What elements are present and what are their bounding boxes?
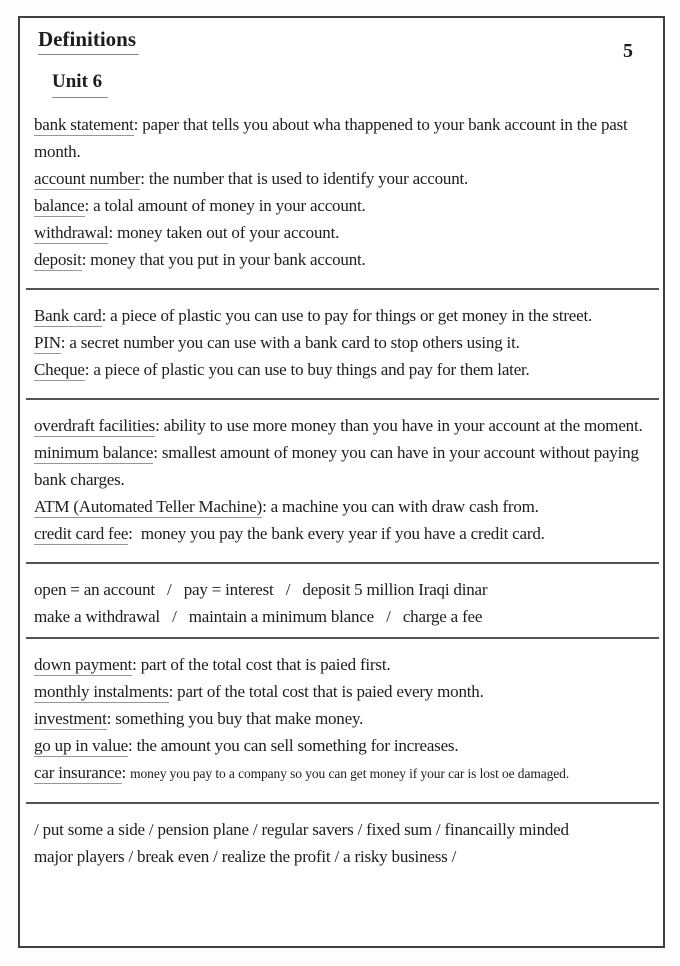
definition-text: a machine you can with draw cash from. [270, 497, 539, 516]
section-1 [34, 111, 655, 273]
term: down payment [34, 655, 133, 674]
colon: : [60, 333, 70, 352]
definition-line [34, 246, 655, 273]
phrase-line: major players / break even / realize the profit / a risky business / [34, 847, 457, 866]
definition-line [34, 651, 655, 678]
colon: : [262, 497, 271, 516]
term: account number [34, 169, 141, 188]
definition-text: a tolal amount of money in your account. [93, 196, 366, 215]
phrase-line: / put some a side / pension plane / regular savers / fixed sum / financailly minded [34, 820, 569, 839]
colon: : [168, 682, 178, 701]
term: go up in value [34, 736, 128, 755]
definition-text: ability to use more money than you have in your account at the moment. [163, 416, 643, 435]
definition-line [34, 329, 655, 356]
term: bank statement [34, 115, 134, 134]
section-divider [26, 562, 659, 564]
term: withdrawal [34, 223, 109, 242]
colon: : [155, 416, 164, 435]
definition-text: money that you put in your bank account. [90, 250, 366, 269]
term: deposit [34, 250, 82, 269]
definition-text: paper that tells you about wha thappened to your bank account in the past month. [34, 115, 628, 161]
term: PIN [34, 333, 61, 352]
colon: : [132, 655, 141, 674]
colon: : [106, 709, 116, 728]
phrase-line: make a withdrawal / maintain a minimum blance / charge a fee [34, 607, 483, 626]
colon: : [128, 524, 137, 543]
definition-line [34, 732, 655, 759]
section-divider [26, 288, 659, 290]
term: overdraft facilities [34, 416, 156, 435]
term: balance [34, 196, 85, 215]
colon: : [133, 115, 143, 134]
phrase-line: open = an account / pay = interest / deposit 5 million Iraqi dinar [34, 580, 488, 599]
definition-line [34, 493, 655, 520]
section-4 [34, 576, 655, 630]
definition-line [34, 356, 655, 383]
definition-text: the amount you can sell something for increases. [136, 736, 459, 755]
definition-text: a piece of plastic you can use to pay for things or get money in the street. [110, 306, 593, 325]
colon: : [84, 360, 94, 379]
section-6 [34, 816, 655, 870]
term: investment [34, 709, 107, 728]
term: ATM (Automated Teller Machine) [34, 497, 263, 516]
definition-text: a piece of plastic you can use to buy things and pay for them later. [93, 360, 530, 379]
definition-text: money taken out of your account. [117, 223, 340, 242]
colon: : [128, 736, 137, 755]
term: minimum balance [34, 443, 154, 462]
section-divider [26, 802, 659, 804]
definition-line [34, 219, 655, 246]
definition-text: money you pay to a company so you can get money if your car is lost oe damaged. [130, 766, 570, 781]
document-page [18, 16, 665, 948]
colon: : [108, 223, 118, 242]
term: car insurance [34, 763, 122, 782]
colon: : [84, 196, 94, 215]
definition-line [34, 165, 655, 192]
section-divider [26, 398, 659, 400]
page-title: Definitions [38, 28, 139, 55]
definition-line [34, 412, 655, 439]
term: Cheque [34, 360, 85, 379]
definition-text: part of the total cost that is paied every month. [177, 682, 484, 701]
definition-line [34, 302, 655, 329]
term: Bank card [34, 306, 102, 325]
definition-text: money you pay the bank every year if you have a credit card. [136, 524, 545, 543]
colon: : [121, 763, 131, 782]
section-divider [26, 637, 659, 639]
definition-text: smallest amount of money you can have in your account without paying bank charges. [34, 443, 639, 489]
definition-text: a secret number you can use with a bank card to stop others using it. [69, 333, 520, 352]
definition-line [34, 439, 655, 493]
definition-line [34, 520, 655, 547]
definition-line [34, 111, 655, 165]
definition-line [34, 192, 655, 219]
unit-heading: Unit 6 [52, 72, 108, 98]
sections-container [34, 111, 655, 870]
section-5 [34, 651, 655, 787]
term: credit card fee [34, 524, 129, 543]
section-2 [34, 302, 655, 383]
colon: : [140, 169, 149, 188]
definition-text: something you buy that make money. [115, 709, 364, 728]
colon: : [81, 250, 91, 269]
definition-line [34, 705, 655, 732]
definition-line [34, 759, 655, 787]
colon: : [101, 306, 111, 325]
page-header [34, 24, 655, 63]
section-3 [34, 412, 655, 547]
colon: : [153, 443, 162, 462]
definition-text: the number that is used to identify your account. [148, 169, 469, 188]
definition-text: part of the total cost that is paied first. [140, 655, 391, 674]
definition-line [34, 678, 655, 705]
term: monthly instalments [34, 682, 169, 701]
page-number: 5 [623, 40, 633, 62]
